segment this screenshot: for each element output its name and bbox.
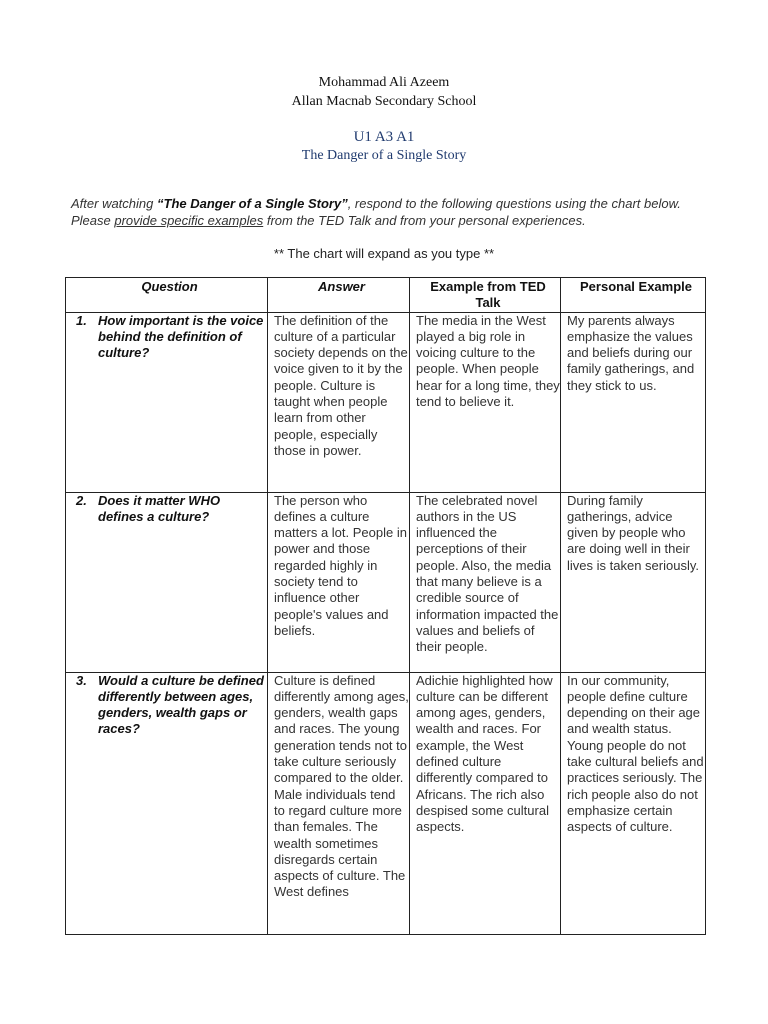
talk-title: “The Danger of a Single Story” — [157, 196, 348, 211]
header-row — [66, 278, 706, 313]
question-cell — [66, 492, 268, 672]
instructions-suffix: from the TED Talk and from your personal experiences. — [263, 213, 586, 228]
ted-example-cell[interactable]: The media in the West played a big role in voicing culture to the people. When people hear for a long time, they tend to believe it. — [410, 312, 561, 492]
answer-cell[interactable]: The definition of the culture of a particular society depends on the voice given to it by the people. Culture is taught when people learn from other people, especially those in power. — [268, 312, 410, 492]
question-cell — [66, 312, 268, 492]
personal-example-cell[interactable]: In our community, people define culture depending on their age and wealth status. Young people do not take cultural beliefs and practices seriously. The rich people also do not emphasize certain aspects of culture. — [561, 672, 706, 934]
header-answer: Answer — [268, 278, 410, 313]
table-row — [66, 492, 706, 672]
author-name: Mohammad Ali Azeem — [318, 75, 450, 90]
question-number: 1. — [76, 312, 87, 328]
header-question: Question — [66, 278, 268, 313]
instructions-prefix: After watching — [71, 196, 157, 211]
answer-text: Culture is defined differently among ages, genders, wealth gaps and races. The young generation tends not to take culture seriously compared to the older. Male individuals tend to regard culture more than females. The wealth sometimes disregards certain aspects of culture. The West defines — [274, 672, 409, 900]
personal-example-cell[interactable]: During family gatherings, advice given by people who are doing well in their lives is taken seriously. — [561, 492, 706, 672]
table-row — [66, 312, 706, 492]
answer-cell[interactable]: The person who defines a culture matters a lot. People in power and those regarded highly in society tend to influence other people's values and beliefs. — [268, 492, 410, 672]
instructions-emphasis: provide specific examples — [114, 213, 264, 228]
personal-example-cell[interactable]: My parents always emphasize the values and beliefs during our family gatherings, and they stick to us. — [561, 312, 706, 492]
header-ted-example: Example from TED Talk — [410, 278, 561, 313]
answer-cell[interactable] — [268, 672, 410, 934]
instructions-middle: , respond to the following questions using the chart below. Please — [71, 196, 681, 228]
table-row — [66, 672, 706, 934]
question-text: Does it matter WHO defines a culture? — [98, 492, 221, 524]
question-cell — [66, 672, 268, 934]
response-chart — [65, 277, 706, 935]
ted-example-cell[interactable]: The celebrated novel authors in the US influenced the perceptions of their people. Also, the media that many believe is a credible source of information impacted the values and beliefs of their people. — [410, 492, 561, 672]
question-text: Would a culture be defined differently between ages, genders, wealth gaps or races? — [98, 672, 264, 737]
document-title: The Danger of a Single Story — [301, 148, 467, 163]
expand-note: ** The chart will expand as you type ** — [273, 246, 495, 261]
question-number: 2. — [76, 492, 87, 508]
question-text: How important is the voice behind the definition of culture? — [98, 312, 264, 361]
assignment-code: U1 A3 A1 — [353, 129, 415, 145]
question-number: 3. — [76, 672, 87, 688]
header-personal-example: Personal Example — [561, 278, 706, 313]
ted-example-cell[interactable]: Adichie highlighted how culture can be different among ages, genders, wealth and races. For example, the West defined culture differently compared to Africans. The rich also despised some cultural aspects. — [410, 672, 561, 934]
school-name: Allan Macnab Secondary School — [291, 94, 477, 109]
instructions-paragraph — [71, 195, 696, 229]
